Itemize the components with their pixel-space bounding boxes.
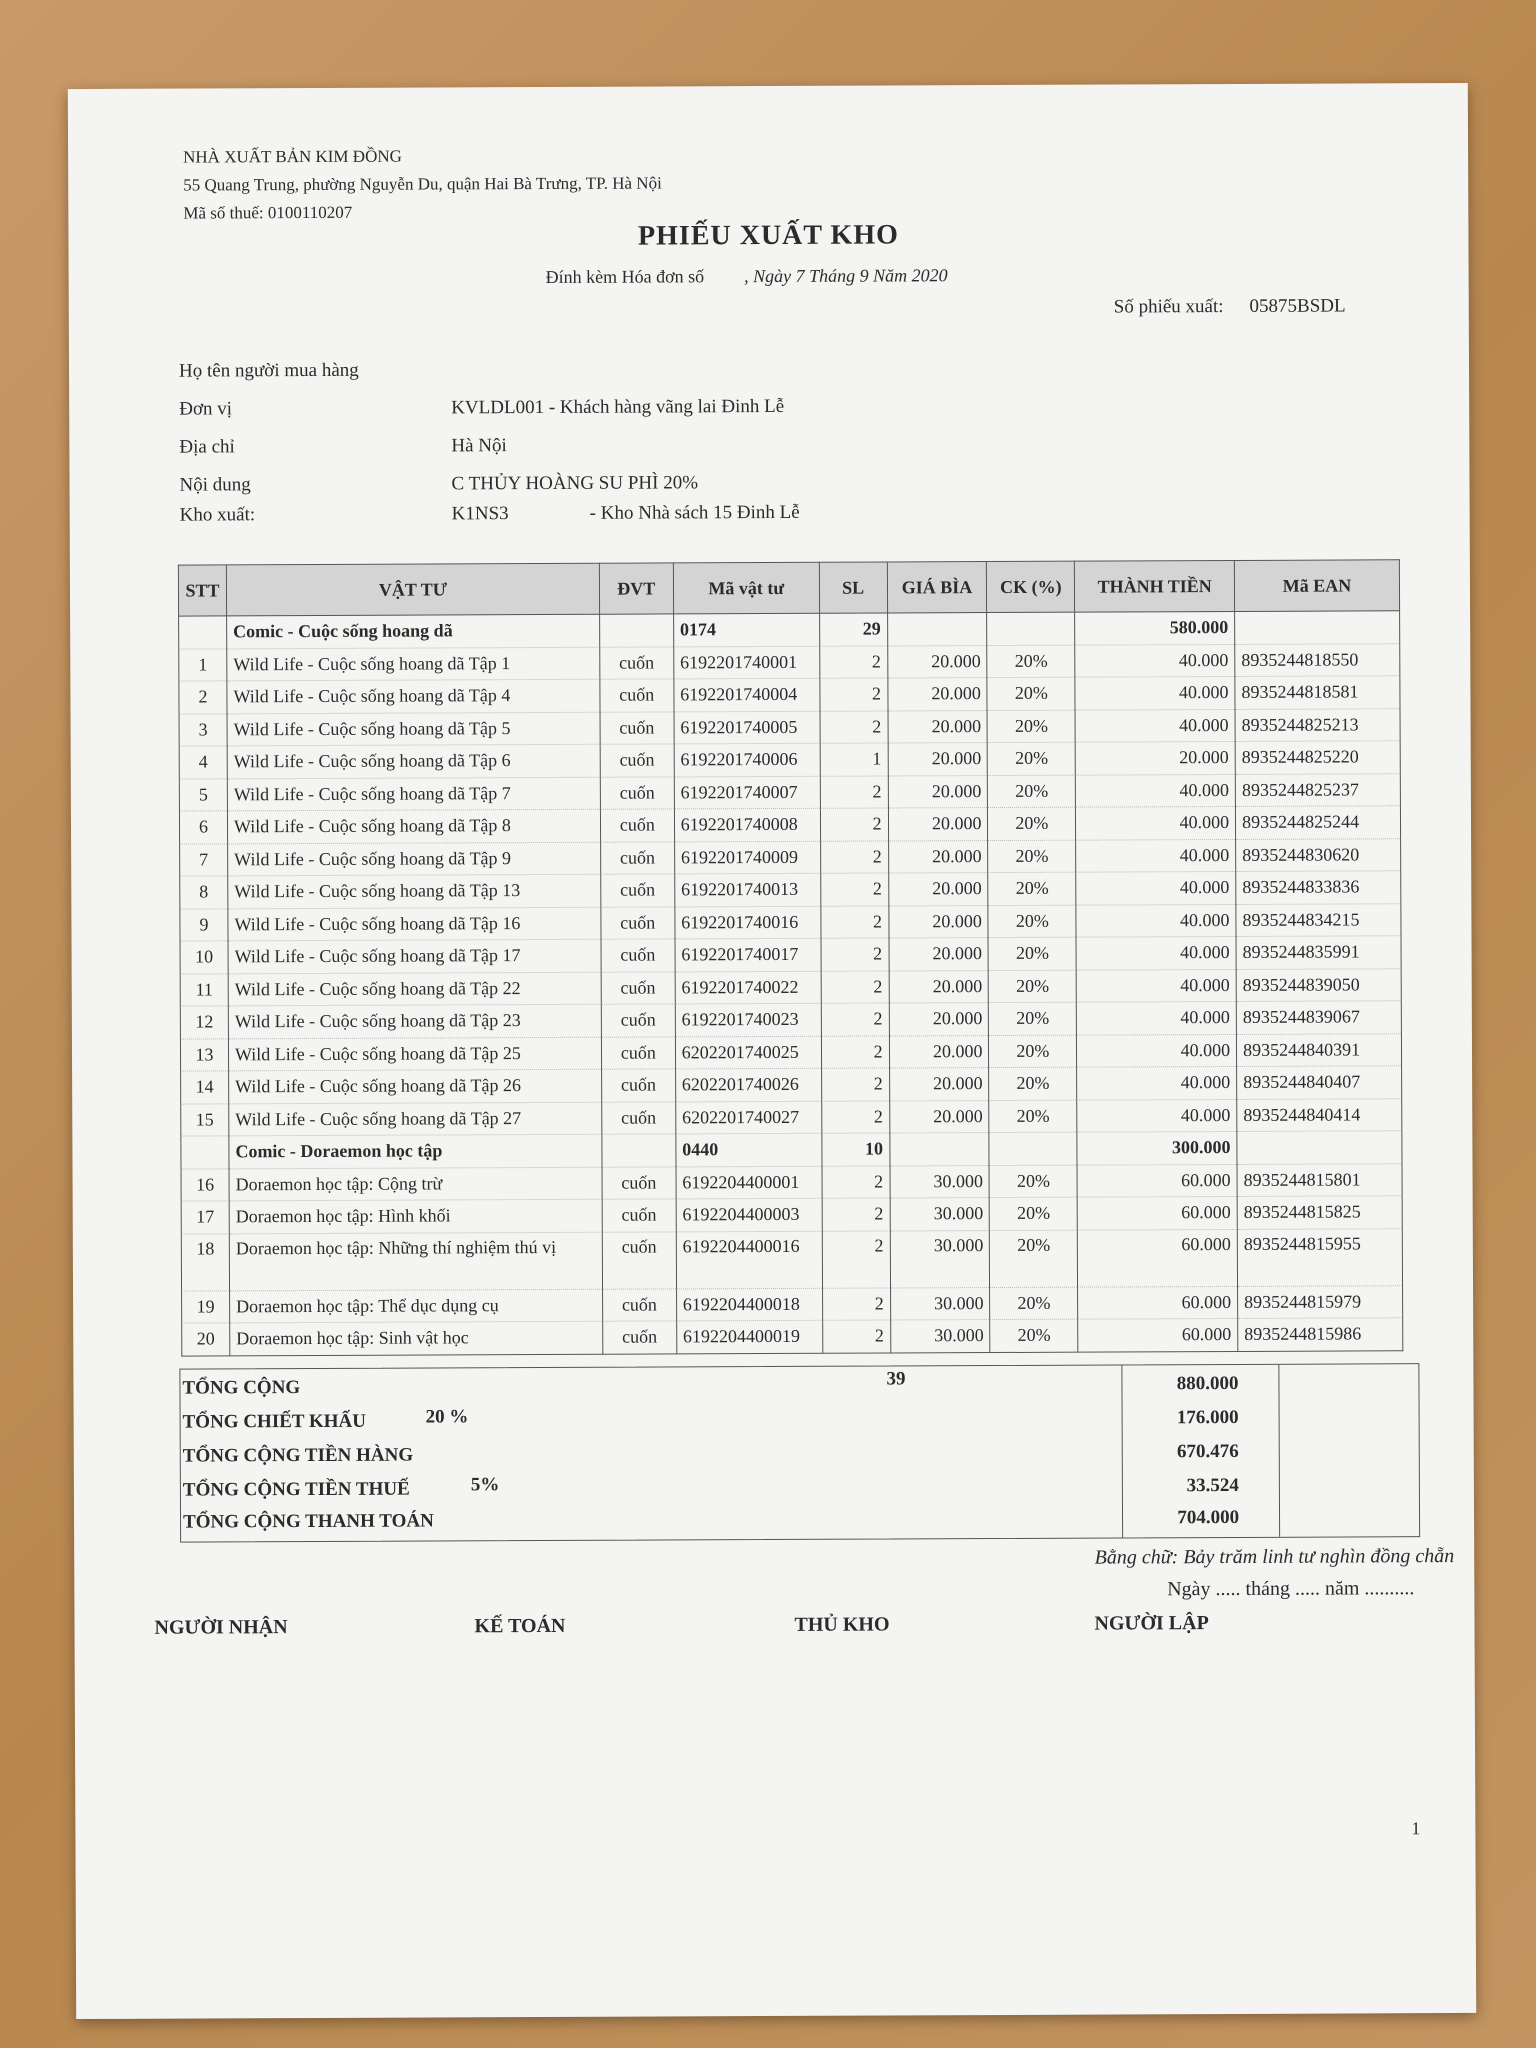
cell-unit: cuốn [602,1101,676,1134]
cell-qty: 2 [820,873,888,906]
table-row [182,1318,1403,1356]
cell-total: 40.000 [1076,969,1236,1002]
cell-total: 40.000 [1076,871,1236,904]
cell-discount: 20% [987,710,1075,743]
cell-qty: 2 [820,678,888,711]
cell-stt: 18 [181,1233,229,1290]
cell-unit: cuốn [601,1004,675,1037]
table-row [179,806,1400,844]
cell-discount: 20% [990,1230,1078,1287]
company-header [183,141,662,227]
cell-code: 6192201740017 [675,938,821,971]
signature-storekeeper: THỦ KHO [794,1613,890,1636]
cell-stt [179,616,227,649]
cell-code: 6192201740004 [674,678,820,711]
cell-item-name: Wild Life - Cuộc sống hoang dã Tập 22 [228,972,601,1006]
cell-code: 6192201740023 [675,1003,821,1036]
cell-total: 40.000 [1075,676,1235,709]
cell-code: 6192204400016 [676,1231,822,1289]
table-row [179,708,1400,746]
total-row [180,1366,1418,1405]
cell-item-name: Wild Life - Cuộc sống hoang dã Tập 16 [228,907,601,941]
cell-ean: 8935244825220 [1235,741,1400,774]
cell-total: 300.000 [1077,1131,1237,1164]
document-subtitle [546,265,948,288]
table-row [182,1285,1403,1323]
cell-ean [1237,1131,1402,1164]
discount-amount: 176.000 [1176,1406,1239,1429]
cell-unit: cuốn [600,679,674,712]
cell-unit: cuốn [601,971,675,1004]
cell-item-name: Doraemon học tập: Hình khối [229,1199,602,1233]
goods-label: TỔNG CỘNG TIỀN HÀNG [182,1444,414,1467]
company-tax-code: Mã số thuế: 0100110207 [183,202,353,223]
cell-ean: 8935244815801 [1237,1163,1402,1196]
group-row [181,1131,1402,1169]
cell-total: 40.000 [1076,806,1236,839]
cell-item-name: Wild Life - Cuộc sống hoang dã Tập 25 [228,1037,601,1071]
cell-ean: 8935244825213 [1235,708,1400,741]
cell-discount: 20% [988,937,1076,970]
cell-total: 40.000 [1076,839,1236,872]
cell-ean [1235,611,1400,644]
cell-price: 20.000 [889,970,989,1003]
cell-discount: 20% [987,677,1075,710]
unit-label: Đơn vị [179,398,233,420]
cell-qty: 29 [819,613,887,646]
cell-item-name: Wild Life - Cuộc sống hoang dã Tập 5 [227,712,600,746]
cell-ean: 8935244815955 [1237,1228,1402,1286]
cell-item-name: Comic - Cuộc sống hoang dã [227,614,600,648]
cell-discount: 20% [988,905,1076,938]
discount-row [181,1400,1419,1439]
cell-ean: 8935244825244 [1235,806,1400,839]
cell-code: 0440 [676,1133,822,1166]
address-label: Địa chỉ [179,436,235,458]
cell-qty: 2 [822,1287,890,1320]
cell-stt: 9 [180,908,228,941]
cell-item-name: Doraemon học tập: Những thí nghiệm thú vị [229,1232,602,1291]
cell-stt: 11 [180,973,228,1006]
cell-unit: cuốn [602,1166,676,1199]
cell-code: 6202201740027 [675,1101,821,1134]
cell-ean: 8935244833836 [1236,871,1401,904]
cell-total: 40.000 [1076,904,1236,937]
discount-label: TỔNG CHIẾT KHẤU [182,1410,367,1433]
cell-code: 6192204400019 [676,1320,822,1353]
header-code: Mã vật tư [673,562,819,614]
cell-ean: 8935244840391 [1236,1033,1401,1066]
header-item: VẬT TƯ [226,563,599,616]
group-row [179,611,1400,649]
cell-item-name: Wild Life - Cuộc sống hoang dã Tập 27 [229,1102,602,1136]
cell-unit: cuốn [601,1036,675,1069]
cell-discount: 20% [987,645,1075,678]
cell-unit: cuốn [602,1199,676,1232]
signing-date: Ngày ..... tháng ..... năm .......... [1167,1577,1415,1601]
cell-unit: cuốn [600,809,674,842]
address-value: Hà Nội [451,435,507,457]
cell-unit: cuốn [602,1288,676,1321]
cell-qty: 2 [820,808,888,841]
header-ean: Mã EAN [1234,560,1399,612]
cell-ean: 8935244818550 [1235,643,1400,676]
cell-ean: 8935244830620 [1236,838,1401,871]
table-row [180,838,1401,876]
payment-row [181,1500,1419,1539]
buyer-label: Họ tên người mua hàng [178,359,359,382]
cell-total: 60.000 [1078,1318,1238,1351]
amount-in-words: Bằng chữ: Bảy trăm linh tư nghìn đồng chẵn [1094,1545,1455,1569]
cell-code: 6192201740009 [674,841,820,874]
cell-total: 60.000 [1077,1196,1237,1229]
goods-amount: 670.476 [1176,1440,1239,1463]
cell-code: 6192204400003 [676,1198,822,1231]
cell-price: 20.000 [888,743,988,776]
cell-total: 40.000 [1075,709,1235,742]
table-row [181,1066,1402,1104]
cell-item-name: Doraemon học tập: Cộng trừ [229,1167,602,1201]
header-unit: ĐVT [599,563,673,614]
cell-item-name: Wild Life - Cuộc sống hoang dã Tập 23 [228,1004,601,1038]
discount-percent: 20 % [425,1406,469,1428]
cell-unit [602,1134,676,1167]
cell-code: 6202201740026 [675,1068,821,1101]
cell-ean: 8935244815979 [1238,1285,1403,1318]
cell-discount: 20% [988,775,1076,808]
table-row [180,968,1401,1006]
cell-stt: 12 [180,1006,228,1039]
company-name: NHÀ XUẤT BẢN KIM ĐỒNG [183,146,402,167]
cell-ean: 8935244825237 [1235,773,1400,806]
document-date: , Ngày 7 Tháng 9 Năm 2020 [744,265,948,287]
cell-qty: 2 [820,710,888,743]
cell-code: 6192201740022 [675,971,821,1004]
cell-qty: 2 [820,840,888,873]
total-amount: 880.000 [1176,1372,1239,1395]
cell-unit: cuốn [602,1231,676,1288]
company-address: 55 Quang Trung, phường Nguyễn Du, quận Hai Bà Trưng, TP. Hà Nội [183,173,662,195]
voucher-number [1114,295,1346,318]
cell-price: 20.000 [889,1100,989,1133]
cell-item-name: Wild Life - Cuộc sống hoang dã Tập 8 [227,809,600,843]
cell-price: 20.000 [889,938,989,971]
cell-stt: 1 [179,648,227,681]
cell-qty: 2 [822,1230,890,1287]
signature-accountant: KẾ TOÁN [474,1614,566,1638]
cell-ean: 8935244839067 [1236,1001,1401,1034]
cell-unit: cuốn [600,711,674,744]
table-header-row [178,560,1399,616]
warehouse-label: Kho xuất: [179,504,256,526]
document-title: PHIẾU XUẤT KHO [637,219,899,252]
cell-qty: 2 [819,645,887,678]
content-label: Nội dung [179,474,251,496]
cell-discount: 20% [990,1287,1078,1320]
cell-price: 20.000 [888,808,988,841]
cell-discount: 20% [989,970,1077,1003]
cell-price: 30.000 [890,1198,990,1231]
cell-discount: 20% [989,1002,1077,1035]
unit-value: KVLDL001 - Khách hàng vãng lai Đinh Lễ [451,395,785,419]
cell-unit: cuốn [603,1321,677,1354]
buyer-info [178,359,800,543]
cell-item-name: Doraemon học tập: Sinh vật học [230,1321,603,1355]
cell-total: 40.000 [1077,1099,1237,1132]
totals-box [179,1363,1420,1542]
cell-code: 6192204400018 [676,1288,822,1321]
cell-qty: 2 [822,1165,890,1198]
invoice-reference: Đính kèm Hóa đơn số [545,266,705,287]
table-row [179,741,1400,779]
cell-qty: 2 [821,1068,889,1101]
cell-qty: 10 [822,1133,890,1166]
cell-price: 20.000 [888,840,988,873]
cell-qty: 2 [821,1100,889,1133]
cell-qty: 2 [821,1035,889,1068]
cell-price: 20.000 [889,1003,989,1036]
cell-stt: 10 [180,941,228,974]
cell-price: 20.000 [887,678,987,711]
cell-code: 6192201740006 [674,743,820,776]
content-value: C THỦY HOÀNG SU PHÌ 20% [451,472,699,495]
cell-discount: 20% [989,1165,1077,1198]
cell-item-name: Doraemon học tập: Thể dục dụng cụ [230,1289,603,1323]
cell-stt: 17 [181,1201,229,1234]
cell-stt: 8 [180,876,228,909]
header-price: GIÁ BÌA [887,562,987,613]
cell-unit [599,614,673,647]
cell-ean: 8935244839050 [1236,968,1401,1001]
cell-unit: cuốn [600,776,674,809]
table-body [179,611,1403,1356]
cell-price [889,1133,989,1166]
cell-discount: 20% [988,840,1076,873]
tax-label: TỔNG CỘNG TIỀN THUẾ [182,1478,410,1501]
cell-unit: cuốn [601,906,675,939]
cell-stt: 16 [181,1168,229,1201]
table-row [181,1228,1402,1290]
cell-ean: 8935244834215 [1236,903,1401,936]
cell-item-name: Wild Life - Cuộc sống hoang dã Tập 6 [227,744,600,778]
cell-code: 0174 [673,613,819,646]
cell-item-name: Wild Life - Cuộc sống hoang dã Tập 9 [228,842,601,876]
table-row [179,676,1400,714]
cell-qty: 2 [822,1320,890,1353]
cell-price: 30.000 [890,1230,990,1287]
cell-price: 30.000 [890,1287,990,1320]
cell-ean: 8935244815825 [1237,1196,1402,1229]
header-stt: STT [178,565,226,616]
cell-discount: 20% [990,1197,1078,1230]
cell-total: 60.000 [1078,1286,1238,1319]
cell-ean: 8935244840414 [1237,1098,1402,1131]
table-row [181,1098,1402,1136]
cell-unit: cuốn [600,841,674,874]
cell-item-name: Wild Life - Cuộc sống hoang dã Tập 1 [227,647,600,681]
cell-stt: 13 [180,1038,228,1071]
cell-price: 20.000 [889,1035,989,1068]
cell-price: 30.000 [890,1320,990,1353]
voucher-label: Số phiếu xuất: [1113,296,1224,318]
cell-price: 20.000 [888,775,988,808]
payment-label: TỔNG CỘNG THANH TOÁN [183,1510,434,1533]
table-row [181,1163,1402,1201]
cell-code: 6192201740001 [673,646,819,679]
document-page [68,83,1476,2019]
cell-unit: cuốn [601,1069,675,1102]
cell-code: 6192204400001 [676,1166,822,1199]
cell-unit: cuốn [601,874,675,907]
payment-amount: 704.000 [1177,1506,1240,1529]
tax-amount: 33.524 [1186,1474,1239,1497]
cell-code: 6202201740025 [675,1036,821,1069]
cell-stt: 4 [179,746,227,779]
cell-unit: cuốn [600,646,674,679]
cell-code: 6192201740008 [674,808,820,841]
table-row [179,773,1400,811]
cell-discount: 20% [990,1319,1078,1352]
cell-total: 60.000 [1077,1164,1237,1197]
cell-qty: 2 [821,938,889,971]
header-total: THÀNH TIỀN [1075,560,1235,612]
cell-unit: cuốn [601,939,675,972]
tax-percent: 5% [470,1474,500,1496]
cell-discount [989,1132,1077,1165]
cell-ean: 8935244835991 [1236,936,1401,969]
cell-price [887,613,987,646]
cell-qty: 2 [821,905,889,938]
cell-qty: 2 [820,775,888,808]
table-row [180,1033,1401,1071]
cell-stt: 20 [182,1323,230,1356]
cell-total: 40.000 [1076,774,1236,807]
cell-item-name: Wild Life - Cuộc sống hoang dã Tập 13 [228,874,601,908]
table-row [179,643,1400,681]
cell-stt [181,1136,229,1169]
cell-total: 40.000 [1075,644,1235,677]
cell-price: 20.000 [889,1068,989,1101]
cell-stt: 3 [179,713,227,746]
table-row [180,871,1401,909]
signature-creator: NGƯỜI LẬP [1094,1612,1209,1635]
cell-price: 20.000 [888,905,988,938]
header-qty: SL [819,562,887,613]
voucher-value: 05875BSDL [1249,295,1346,317]
warehouse-name: - Kho Nhà sách 15 Đinh Lễ [589,501,800,524]
cell-qty: 2 [822,1198,890,1231]
cell-total: 40.000 [1077,1001,1237,1034]
goods-row [181,1434,1419,1473]
cell-item-name: Wild Life - Cuộc sống hoang dã Tập 7 [227,777,600,811]
cell-discount: 20% [988,807,1076,840]
cell-qty: 1 [820,743,888,776]
cell-total: 20.000 [1075,741,1235,774]
cell-stt: 6 [179,811,227,844]
items-table [178,559,1403,1356]
header-discount: CK (%) [987,561,1075,612]
cell-price: 20.000 [888,710,988,743]
cell-qty: 2 [821,970,889,1003]
cell-discount [987,612,1075,645]
cell-stt: 2 [179,681,227,714]
warehouse-code: K1NS3 [451,503,509,525]
cell-code: 6192201740013 [674,873,820,906]
cell-discount: 20% [988,742,1076,775]
cell-total: 580.000 [1075,611,1235,644]
cell-ean: 8935244840407 [1237,1066,1402,1099]
cell-total: 60.000 [1078,1229,1238,1287]
cell-item-name: Wild Life - Cuộc sống hoang dã Tập 26 [229,1069,602,1103]
page-number: 1 [1411,1818,1421,1839]
cell-price: 20.000 [887,645,987,678]
signature-receiver: NGƯỜI NHẬN [154,1616,288,1639]
cell-stt: 5 [179,778,227,811]
cell-stt: 19 [182,1290,230,1323]
cell-stt: 15 [181,1103,229,1136]
cell-code: 6192201740005 [674,711,820,744]
cell-price: 30.000 [890,1165,990,1198]
cell-ean: 8935244818581 [1235,676,1400,709]
cell-stt: 7 [180,843,228,876]
cell-discount: 20% [988,872,1076,905]
cell-item-name: Wild Life - Cuộc sống hoang dã Tập 4 [227,679,600,713]
cell-total: 40.000 [1077,1034,1237,1067]
cell-stt: 14 [181,1071,229,1104]
cell-code: 6192201740016 [675,906,821,939]
cell-discount: 20% [989,1067,1077,1100]
cell-code: 6192201740007 [674,776,820,809]
cell-discount: 20% [989,1100,1077,1133]
cell-item-name: Wild Life - Cuộc sống hoang dã Tập 17 [228,939,601,973]
cell-qty: 2 [821,1003,889,1036]
cell-total: 40.000 [1076,936,1236,969]
cell-price: 20.000 [888,873,988,906]
total-qty: 39 [886,1368,906,1390]
table-row [180,903,1401,941]
cell-ean: 8935244815986 [1238,1318,1403,1351]
cell-unit: cuốn [600,744,674,777]
table-row [181,1196,1402,1234]
cell-total: 40.000 [1077,1066,1237,1099]
table-row [180,936,1401,974]
table-row [180,1001,1401,1039]
cell-discount: 20% [989,1035,1077,1068]
cell-item-name: Comic - Doraemon học tập [229,1134,602,1168]
total-label: TỔNG CỘNG [182,1377,301,1399]
